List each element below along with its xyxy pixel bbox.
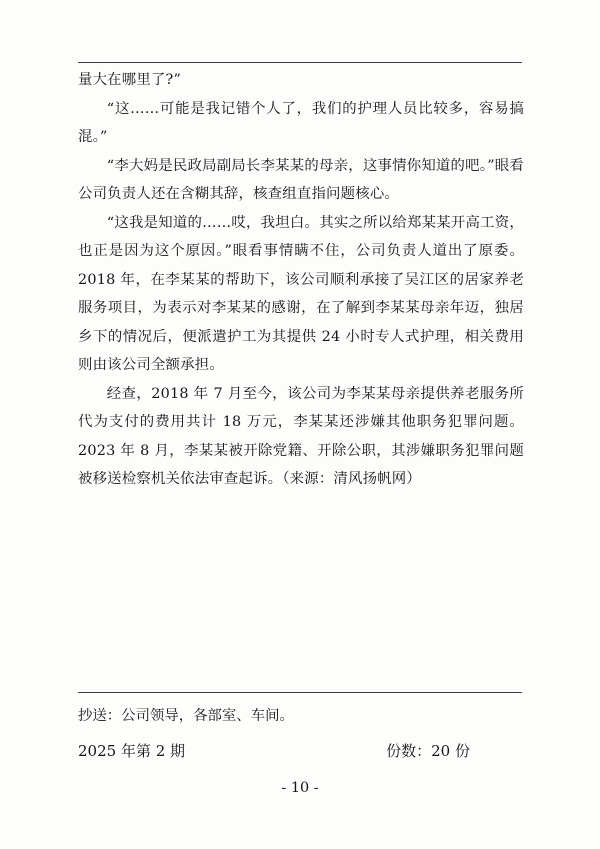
paragraph-dialogue-1: “这……可能是我记错个人了，我们的护理人员比较多，容易搞混。”	[78, 100, 524, 145]
paragraph-dialogue-2: “李大妈是民政局副局长李某某的母亲，这事情你知道的吧。”眼看公司负责人还在含糊其辞，核查组直指问题核心。	[78, 157, 524, 202]
footer-divider	[78, 692, 522, 693]
footer-cc-line: 抄送：公司领导，各部室、车间。	[78, 708, 294, 724]
paragraph-dialogue-3: “这我是知道的……哎，我坦白。其实之所以给郑某某开高工资，也正是因为这个原因。”眼看事情瞒不住，公司负责人道出了原委。2018 年，在李某某的帮助下，该公司顺利承接了吴江区的居家养老服务项目，为表示对李某某的感谢，在了解到李某某母亲年迈，独居乡下的情况后，便派遣护工为其提供 24 小时专人式护理，相关费用则由该公司全额承担。	[78, 214, 524, 373]
footer-issue-label: 2025 年第 2 期	[78, 742, 186, 760]
footer-issue-row	[78, 739, 522, 763]
paragraph-continuation: 量大在哪里了?”	[78, 72, 182, 88]
paragraph-investigation-result: 经查，2018 年 7 月至今，该公司为李某某母亲提供养老服务所代为支付的费用共计 18 万元，李某某还涉嫌其他职务犯罪问题。2023 年 8 月，李某某被开除党籍、开除公职，其涉嫌职务犯罪问题被移送检察机关依法审查起诉。（来源：清风扬帆网）	[78, 385, 524, 487]
header-divider	[78, 62, 522, 63]
document-body	[78, 66, 524, 494]
footer-copies-label: 份数：20 份	[386, 742, 470, 760]
page-footer	[78, 692, 522, 763]
page-number: - 10 -	[281, 780, 319, 796]
